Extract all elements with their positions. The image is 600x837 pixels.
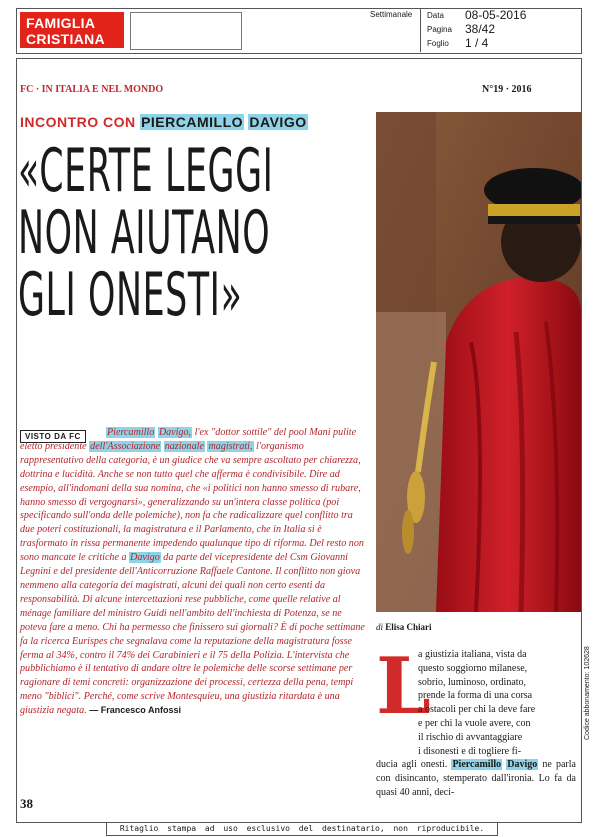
- headline-line-1: «CERTE LEGGI: [18, 136, 274, 206]
- article-name-first: Piercamillo: [452, 759, 502, 771]
- section-label: FC · IN ITALIA E NEL MONDO: [20, 84, 164, 95]
- headline-line-2: NON AIUTANO: [18, 198, 271, 268]
- article-line-1: a giustizia italiana, vista da: [418, 649, 527, 660]
- logo-line-1: FAMIGLIA: [26, 15, 96, 31]
- subscription-code-label: Codice abbonamento:: [584, 671, 591, 740]
- article-line-4: prende la forma di una corsa: [418, 690, 533, 702]
- meta-box: [420, 8, 581, 52]
- intro-name-last: Davigo,: [158, 427, 192, 438]
- drop-cap: L: [376, 641, 431, 732]
- kicker-prefix: INCONTRO CON: [20, 114, 136, 130]
- intro-davigo: Davigo: [130, 552, 160, 564]
- intro-text-1: l'ex "dottor sottile" del pool Mani pulite eletto presidente: [20, 427, 357, 452]
- footer-disclaimer: Ritaglio stampa ad uso esclusivo del destinatario, non riproducibile.: [106, 822, 498, 836]
- intro-text-3: da parte del vicepresidente del Csm Giovanni Legnini e del presidente dell'Anticorruzione Raffaele Cantone. Il conflitto non giova nemmeno alla categoria dei magistrati, alcuni dei quali non certo esenti da responsabilità. Di alcune intercettazioni rese pubbliche, come quelle relative al ménage familiare del ministro Guidi nell'ambito dell'inchiesta di Potenza, se ne poteva fare a meno. Chi ha permesso che finissero sui giornali? È di poche settimane fa la ricerca Eurispes che segnalava come la reputazione della magistratura fosse ferma al 34%, contro il 74% dei Carabinieri e il 75 della Polizia. L'intervista che pubblichiamo è il tentativo di andare oltre le polemiche delle scorse settimane per ragionare di temi concreti: organizzazione dei processi, certezza della pena, tempi meno "biblici". Perché, come scrive Montesquieu, una giustizia ritardata è una giustizia negata.: [20, 552, 365, 717]
- logo-line-2: CRISTIANA: [26, 31, 105, 47]
- kicker: [20, 114, 308, 130]
- article-line-3: sobrio, luminoso, ordinato,: [418, 676, 527, 688]
- article-line-5: a ostacoli per chi la deve fare: [418, 704, 536, 716]
- article-line-7: il rischio di avvantaggiare: [418, 731, 523, 743]
- meta-label-foglio: Foglio: [427, 39, 449, 48]
- magistrate-photo: [376, 112, 581, 612]
- byline-author: Elisa Chiari: [385, 622, 432, 632]
- meta-value-foglio: 1 / 4: [465, 36, 489, 50]
- article-tail-1: ducia agli onesti.: [376, 759, 452, 771]
- intro-signature: — Francesco Anfossi: [89, 705, 181, 716]
- meta-value-data: 08-05-2016: [465, 8, 527, 22]
- article-line-2: questo soggiorno milanese,: [418, 662, 528, 674]
- article-name-last: Davigo: [507, 759, 538, 771]
- page-number: 38: [20, 796, 33, 811]
- intro-nazionale: nazionale: [164, 440, 204, 452]
- visto-da-fc-label: VISTO DA FC: [20, 430, 86, 443]
- headline: [18, 136, 274, 330]
- kicker-name-last: DAVIGO: [249, 114, 307, 130]
- intro-text-2: l'organismo rappresentativo della categoria, è un giudice che va sempre ascoltato per chiarezza, dottrina e lucidità. Anche se non tutto quel che afferma è condivisibile. Dire ad esempio, all'indomani della sua nomina, che «i politici non hanno smesso di rubare, hanno smesso di vergognarsi», generalizzando su un'intera classe politica (poi specificando sull'onda delle polemiche), non fa che radicalizzare quel conflitto tra due poteri costituzionali, la magistratura e il Parlamento, che in Italia si è trasformato in rissa permanente impedendo qualunque tipo di riforma. Del resto non sono mancate le critiche a: [20, 440, 364, 564]
- article-tail-2: ne parla con disincanto, stemperato dall'ironia. Lo fa da quasi 40 anni, deci-: [376, 759, 576, 798]
- article-body: [376, 641, 576, 800]
- byline: [376, 622, 432, 632]
- meta-label-data: Data: [427, 11, 444, 20]
- intro-magistrati: magistrati,: [208, 440, 253, 452]
- periodicity: Settimanale: [370, 10, 413, 19]
- publication-logo: [20, 12, 124, 48]
- meta-label-pagina: Pagina: [427, 25, 452, 34]
- meta-value-pagina: 38/42: [465, 22, 496, 36]
- article-line-8: i disonesti e di togliere fi-: [418, 745, 522, 757]
- subscription-code: [584, 646, 591, 740]
- subscription-code-value: 102628: [584, 646, 591, 670]
- article-line-6: e per chi la vuole avere, con: [418, 717, 531, 729]
- logo-placeholder-box: [130, 12, 242, 50]
- intro-association: dell'Associazione: [90, 440, 161, 452]
- headline-line-3: GLI ONESTI»: [18, 260, 243, 330]
- kicker-name-first: PIERCAMILLO: [141, 114, 244, 130]
- editorial-intro: [20, 426, 365, 718]
- byline-prefix: di: [376, 622, 384, 632]
- issue-number: N°19 · 2016: [482, 84, 532, 95]
- intro-name-first: Piercamillo: [107, 427, 155, 438]
- magistrate-photo-image: [376, 112, 581, 612]
